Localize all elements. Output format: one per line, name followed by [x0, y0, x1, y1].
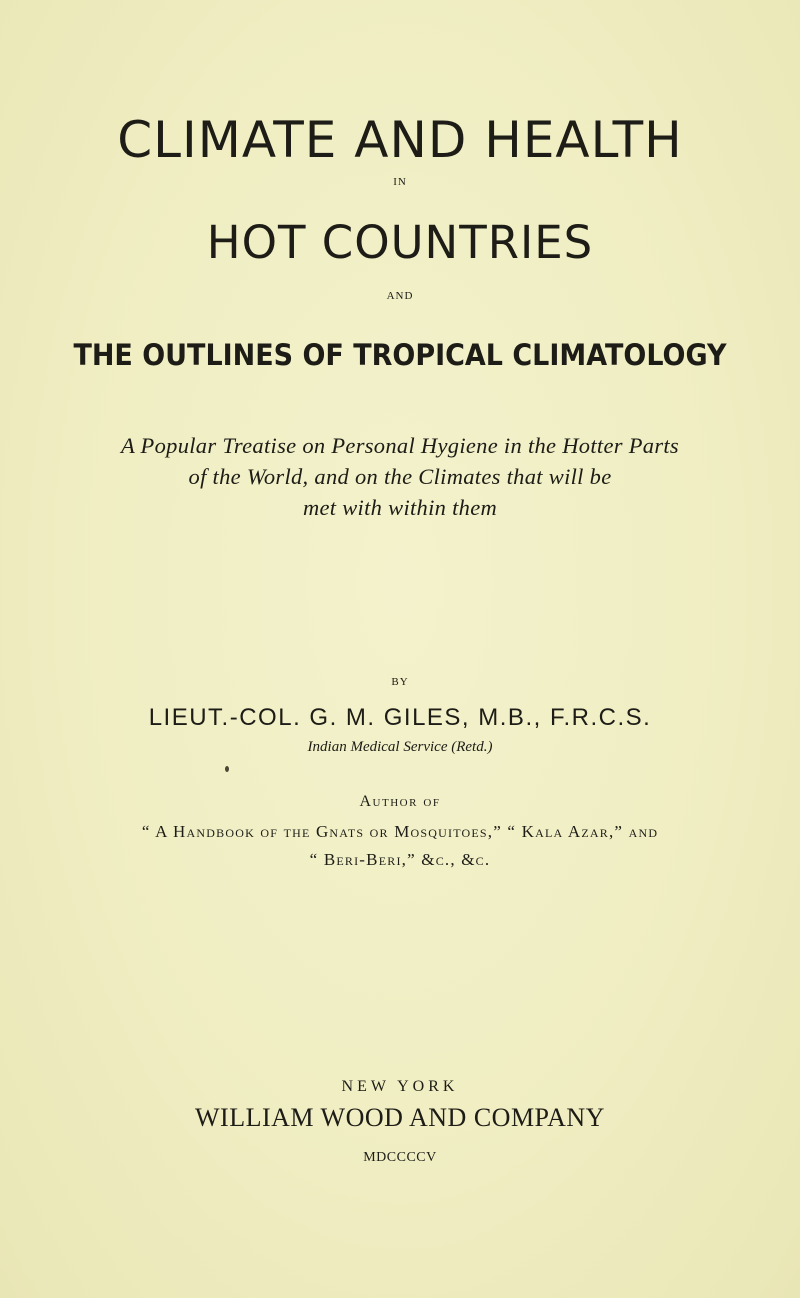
- title-line-2: HOT COUNTRIES: [206, 216, 594, 269]
- subtitle-line-2: of the World, and on the Climates that will be: [188, 464, 612, 489]
- publisher-name: WILLIAM WOOD AND COMPANY: [195, 1103, 605, 1132]
- publication-city: NEW YORK: [341, 1078, 459, 1095]
- author-name: LIEUT.-COL. G. M. GILES, M.B., F.R.C.S.: [148, 704, 652, 731]
- connector-in: IN: [393, 176, 407, 188]
- by-label: BY: [391, 676, 409, 688]
- other-works-line-2: “ Beri-Beri,” &c., &c.: [309, 850, 491, 869]
- print-speck: [225, 766, 229, 772]
- publication-year: MDCCCCV: [363, 1150, 437, 1165]
- title-line-3: THE OUTLINES OF TROPICAL CLIMATOLOGY: [73, 338, 727, 372]
- title-line-1: CLIMATE AND HEALTH: [117, 111, 683, 169]
- subtitle-line-1: A Popular Treatise on Personal Hygiene in the Hotter Parts: [121, 433, 679, 458]
- author-service: Indian Medical Service (Retd.): [307, 739, 493, 755]
- subtitle: [0, 430, 800, 523]
- other-works-line-1: “ A Handbook of the Gnats or Mosquitoes,” “ Kala Azar,” and: [141, 822, 659, 841]
- author-of-label: Author of: [359, 793, 441, 810]
- other-works: [0, 818, 800, 874]
- subtitle-line-3: met with within them: [302, 495, 498, 520]
- connector-and: AND: [386, 290, 414, 302]
